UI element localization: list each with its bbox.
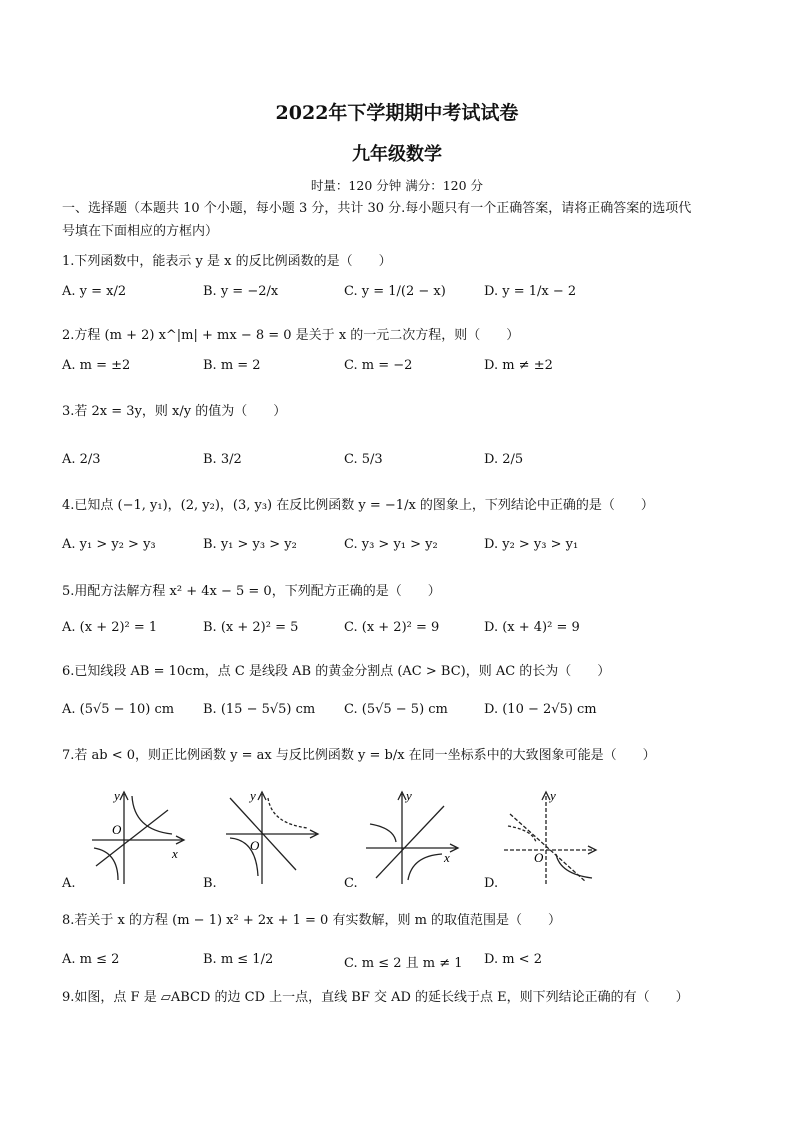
question-6-stem: 6.已知线段 AB = 10cm，点 C 是线段 AB 的黄金分割点 (AC > BC)，则 AC 的长为（ ） <box>62 664 611 679</box>
graph-a-origin-label: O <box>112 822 122 837</box>
question-3-option-d: D. 2/5 <box>484 452 524 467</box>
graph-c-x-label: x <box>444 850 450 865</box>
question-8-option-a: A. m ≤ 2 <box>62 952 120 967</box>
graph-b-y-label: y <box>250 788 256 803</box>
graph-b-origin-label: O <box>250 838 260 853</box>
question-5-option-b: B. (x + 2)² = 5 <box>203 620 299 635</box>
section-instructions-line2: 号填在下面相应的方框内） <box>62 224 219 239</box>
exam-subtitle: 九年级数学 <box>352 144 442 165</box>
question-5-stem: 5.用配方法解方程 x² + 4x − 5 = 0，下列配方正确的是（ ） <box>62 584 441 599</box>
question-8-stem: 8.若关于 x 的方程 (m − 1) x² + 2x + 1 = 0 有实数解，则 m 的取值范围是（ ） <box>62 913 562 928</box>
question-7-graph-d <box>500 788 600 888</box>
question-7-option-c: C. <box>344 876 358 891</box>
question-1-option-d: D. y = 1/x − 2 <box>484 284 577 299</box>
graph-a-x-label: x <box>172 846 178 861</box>
question-4-option-a: A. y₁ > y₂ > y₃ <box>62 537 156 552</box>
question-1-option-b: B. y = −2/x <box>203 284 279 299</box>
question-8-option-c: C. m ≤ 2 且 m ≠ 1 <box>344 956 463 971</box>
question-1-option-a: A. y = x/2 <box>62 284 127 299</box>
question-2-stem: 2.方程 (m + 2) x^|m| + mx − 8 = 0 是关于 x 的一元二次方程，则（ ） <box>62 328 520 343</box>
question-4-option-b: B. y₁ > y₃ > y₂ <box>203 537 297 552</box>
question-3-option-c: C. 5/3 <box>344 452 383 467</box>
question-3-stem: 3.若 2x = 3y，则 x/y 的值为（ ） <box>62 404 287 419</box>
question-5-option-a: A. (x + 2)² = 1 <box>62 620 158 635</box>
question-1-stem: 1.下列函数中，能表示 y 是 x 的反比例函数的是（ ） <box>62 254 392 269</box>
question-7-option-d: D. <box>484 876 499 891</box>
question-5-option-c: C. (x + 2)² = 9 <box>344 620 440 635</box>
exam-title: 2022年下学期期中考试试卷 <box>275 102 519 124</box>
question-8-option-d: D. m < 2 <box>484 952 542 967</box>
graph-d-y-label: y <box>550 788 556 803</box>
question-7-graph-b <box>222 788 322 888</box>
question-7-stem: 7.若 ab < 0，则正比例函数 y = ax 与反比例函数 y = b/x 在同一坐标系中的大致图象可能是（ ） <box>62 748 656 763</box>
question-7-option-b: B. <box>203 876 217 891</box>
question-3-option-b: B. 3/2 <box>203 452 242 467</box>
question-7-graph-a <box>88 788 188 888</box>
question-9-stem: 9.如图，点 F 是 ▱ABCD 的边 CD 上一点，直线 BF 交 AD 的延长线于点 E，则下列结论正确的有（ ） <box>62 990 689 1005</box>
question-8-option-b: B. m ≤ 1/2 <box>203 952 274 967</box>
question-6-option-a: A. (5√5 − 10) cm <box>62 702 175 717</box>
section-instructions-line1: 一、选择题（本题共 10 个小题，每小题 3 分，共计 30 分.每小题只有一个正确答案，请将正确答案的选项代 <box>62 201 692 216</box>
question-2-option-a: A. m = ±2 <box>62 358 131 373</box>
graph-c-y-label: y <box>406 788 412 803</box>
question-2-option-b: B. m = 2 <box>203 358 261 373</box>
question-4-stem: 4.已知点 (−1, y₁)，(2, y₂)，(3, y₃) 在反比例函数 y = −1/x 的图象上，下列结论中正确的是（ ） <box>62 498 654 513</box>
question-6-option-d: D. (10 − 2√5) cm <box>484 702 597 717</box>
question-2-option-c: C. m = −2 <box>344 358 413 373</box>
question-4-option-d: D. y₂ > y₃ > y₁ <box>484 537 579 552</box>
question-6-option-b: B. (15 − 5√5) cm <box>203 702 316 717</box>
graph-d-origin-label: O <box>534 850 544 865</box>
time-info: 时量：120 分钟 满分：120 分 <box>310 178 484 193</box>
question-6-option-c: C. (5√5 − 5) cm <box>344 702 448 717</box>
question-2-option-d: D. m ≠ ±2 <box>484 358 553 373</box>
question-1-option-c: C. y = 1/(2 − x) <box>344 284 446 299</box>
question-5-option-d: D. (x + 4)² = 9 <box>484 620 580 635</box>
graph-a-y-label: y <box>114 788 120 803</box>
question-7-option-a: A. <box>62 876 76 891</box>
question-4-option-c: C. y₃ > y₁ > y₂ <box>344 537 438 552</box>
question-7-graph-c <box>362 788 462 888</box>
question-3-option-a: A. 2/3 <box>62 452 101 467</box>
